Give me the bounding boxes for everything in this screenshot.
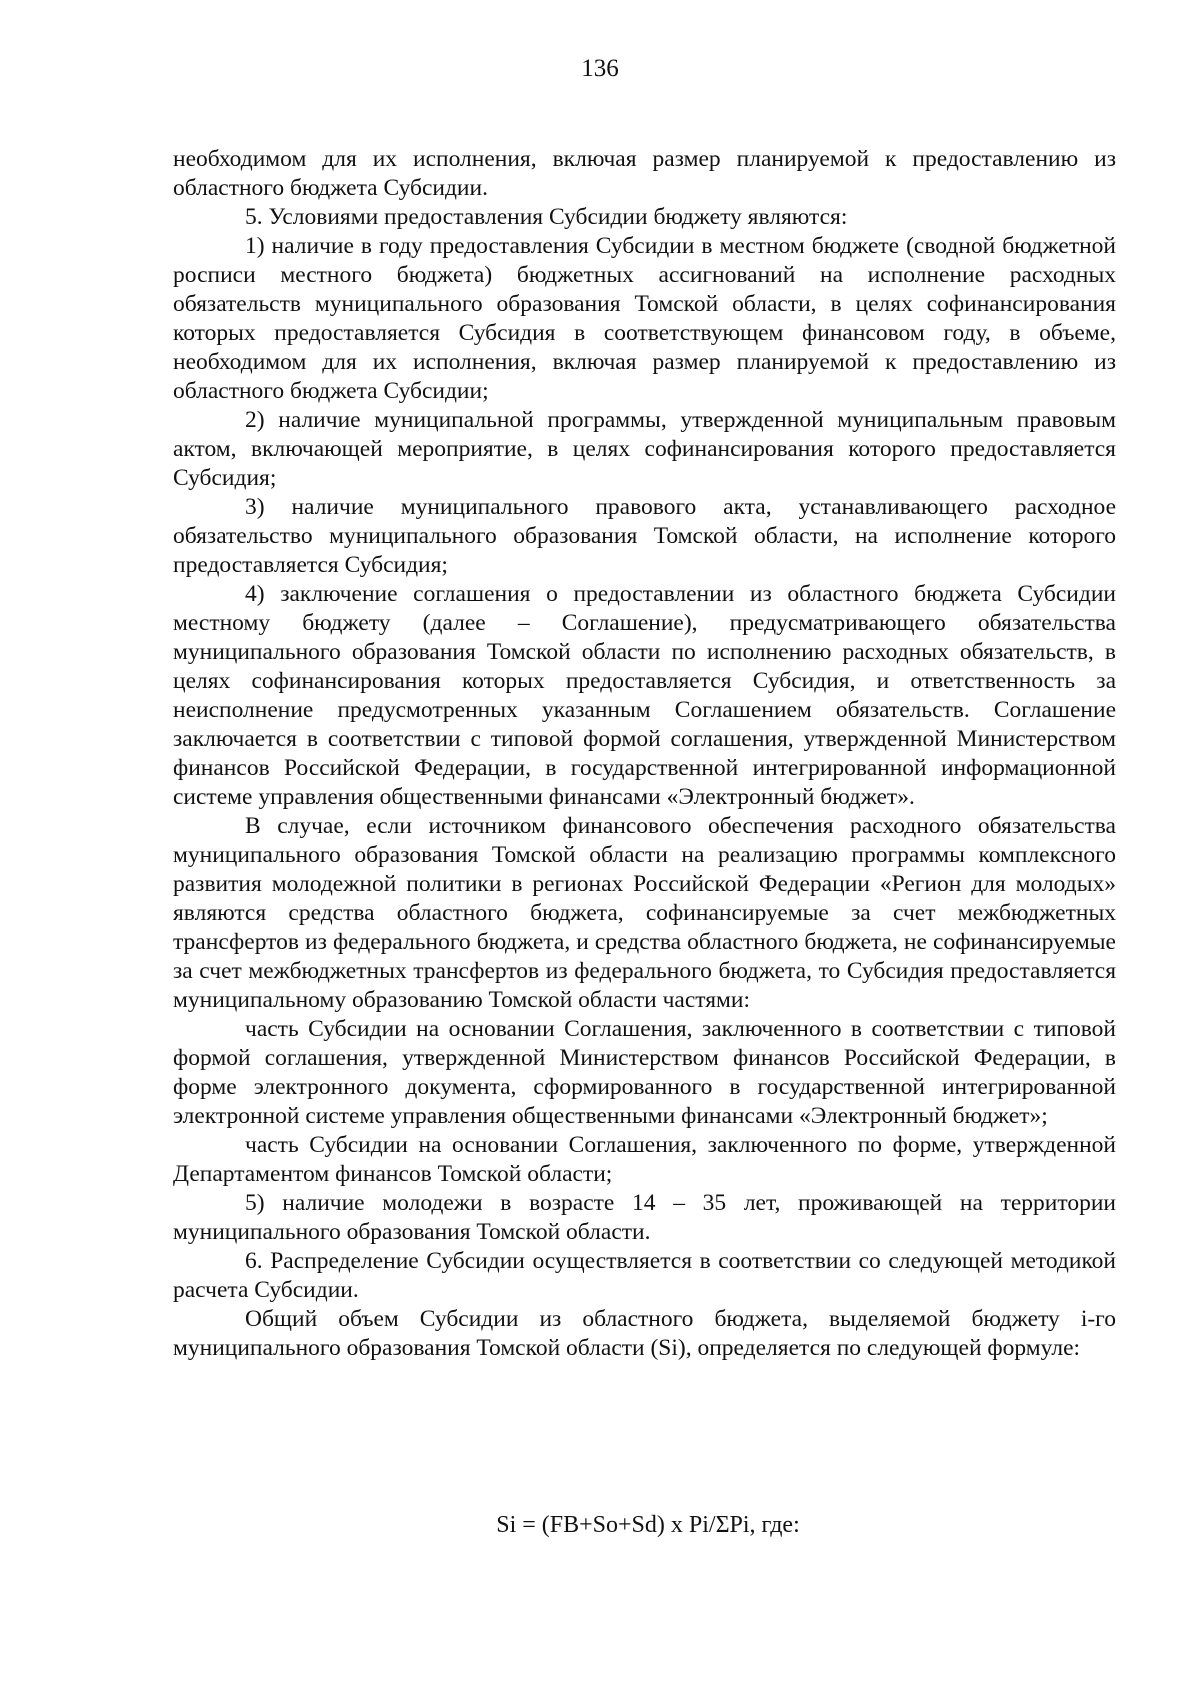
paragraph-11: 6. Распределение Субсидии осуществляется в соответствии со следующей методикой расчета Субсидии. [173, 1248, 1116, 1303]
paragraph-3: 1) наличие в году предоставления Субсидии в местном бюджете (сводной бюджетной росписи местного бюджета) бюджетных ассигнований на исполнение расходных обязательств муниципального образования Томской области, в целях софинансирования которых предоставляется Субсидия в соответствующем финансовом году, в объеме, необходимом для их исполнения, включая размер планируемой к предоставлению из областного бюджета Субсидии; [173, 233, 1116, 404]
paragraph-8: часть Субсидии на основании Соглашения, заключенного в соответствии с типовой формой соглашения, утвержденной Министерством финансов Российской Федерации, в форме электронного документа, сформированного в государственной интегрированной электронной системе управления общественными финансами «Электронный бюджет»; [173, 1016, 1116, 1129]
subsidy-formula: Si = (FB+So+Sd) x Pi/ΣPi, где: [496, 1512, 800, 1538]
paragraph-4: 2) наличие муниципальной программы, утвержденной муниципальным правовым актом, включающей мероприятие, в целях софинансирования которого предоставляется Субсидия; [173, 407, 1116, 491]
document-body [173, 145, 1116, 1363]
paragraph-9: часть Субсидии на основании Соглашения, заключенного по форме, утвержденной Департаментом финансов Томской области; [173, 1132, 1116, 1187]
paragraph-6: 4) заключение соглашения о предоставлении из областного бюджета Субсидии местному бюджету (далее – Соглашение), предусматривающего обязательства муниципального образования Томской области по исполнению расходных обязательств, в целях софинансирования которых предоставляется Субсидия, и ответственность за неисполнение предусмотренных указанным Соглашением обязательств. Соглашение заключается в соответствии с типовой формой соглашения, утвержденной Министерством финансов Российской Федерации, в государственной интегрированной информационной системе управления общественными финансами «Электронный бюджет». [173, 581, 1116, 810]
paragraph-1: необходимом для их исполнения, включая размер планируемой к предоставлению из областного бюджета Субсидии. [173, 146, 1116, 201]
paragraph-12: Общий объем Субсидии из областного бюджета, выделяемой бюджету i-го муниципального образования Томской области (Si), определяется по следующей формуле: [173, 1306, 1116, 1361]
page-number: 136 [581, 55, 619, 82]
paragraph-7: В случае, если источником финансового обеспечения расходного обязательства муниципального образования Томской области на реализацию программы комплексного развития молодежной политики в регионах Российской Федерации «Регион для молодых» являются средства областного бюджета, софинансируемые за счет межбюджетных трансфертов из федерального бюджета, и средства областного бюджета, не софинансируемые за счет межбюджетных трансфертов из федерального бюджета, то Субсидия предоставляется муниципальному образованию Томской области частями: [173, 813, 1116, 1013]
paragraph-5: 3) наличие муниципального правового акта, устанавливающего расходное обязательство муниципального образования Томской области, на исполнение которого предоставляется Субсидия; [173, 494, 1116, 578]
paragraph-2: 5. Условиями предоставления Субсидии бюджету являются: [245, 204, 848, 230]
paragraph-10: 5) наличие молодежи в возрасте 14 – 35 лет, проживающей на территории муниципального образования Томской области. [173, 1190, 1116, 1245]
